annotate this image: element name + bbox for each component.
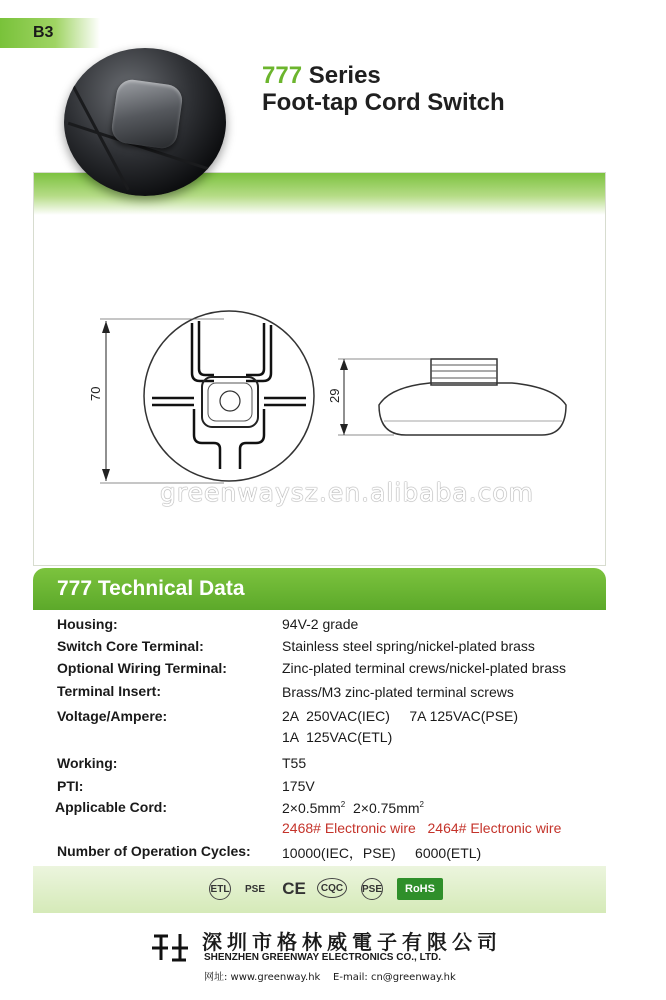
product-photo <box>64 48 226 196</box>
etl-icon: ETL <box>209 878 231 900</box>
dimension-label-height: 29 <box>327 388 342 403</box>
spec-value-cord <box>282 800 424 816</box>
spec-label-operation-cycles: Number of Operation Cycles: <box>57 843 251 859</box>
arrowhead <box>102 469 110 481</box>
spec-label-pti: PTI: <box>57 778 84 794</box>
cord-size-a: 2×0.5mm <box>282 800 341 816</box>
groove-line <box>199 321 214 375</box>
cord-size-a-exponent: 2 <box>340 800 346 809</box>
company-contact: 网址: www.greenway.hk E-mail: cn@greenway.hk <box>204 972 456 983</box>
page-tag-label: B3 <box>33 24 54 41</box>
spec-label-voltage: Voltage/Ampere: <box>57 708 168 724</box>
spec-label-housing: Housing: <box>57 616 118 632</box>
cqc-icon: CQC <box>317 878 347 898</box>
arrowhead <box>340 359 348 370</box>
spec-label-cord: Applicable Cord: <box>55 799 168 815</box>
button-inner-outline <box>208 383 252 421</box>
spec-value-pti: 175V <box>282 778 315 794</box>
groove-line <box>246 323 264 375</box>
spec-value-cord-wires: 2468# Electronic wire 2464# Electronic wire <box>282 820 562 836</box>
ce-mark-icon: CE <box>282 879 306 898</box>
spec-value-voltage-line2: 1A 125VAC(ETL) <box>282 729 393 745</box>
title-model-number: 777 <box>262 62 303 89</box>
title-series <box>262 62 381 90</box>
company-name-en: SHENZHEN GREENWAY ELECTRONICS CO., LTD. <box>204 952 442 963</box>
spec-label-switch-core: Switch Core Terminal: <box>57 638 204 654</box>
spec-label-working: Working: <box>57 755 118 771</box>
groove-line <box>192 323 214 381</box>
spec-label-terminal-insert: Terminal Insert: <box>57 683 161 699</box>
pse-round-icon: PSE <box>361 878 383 900</box>
company-name-cn: 深圳市格林威電子有限公司 <box>202 930 502 954</box>
watermark-text: greenwaysz.en.alibaba.com <box>160 478 534 507</box>
button-outline <box>202 377 258 427</box>
pse-triangle-icon: PSE <box>244 883 265 895</box>
side-view-body <box>379 383 566 435</box>
top-view-outline <box>144 311 314 481</box>
spec-label-optional-wiring: Optional Wiring Terminal: <box>57 660 227 676</box>
spec-value-operation-cycles: 10000(IEC，PSE) 6000(ETL) <box>282 845 482 861</box>
spec-value-voltage: 2A 250VAC(IEC) 7A 125VAC(PSE) <box>282 708 519 724</box>
spec-value-switch-core: Stainless steel spring/nickel-plated brass <box>282 638 535 654</box>
dimension-label-diameter: 70 <box>88 386 103 401</box>
title-series-word: Series <box>308 62 381 89</box>
arrowhead <box>340 424 348 435</box>
photo-switch-button <box>110 78 184 151</box>
rohs-icon: RoHS <box>397 878 443 900</box>
title-product-name: Foot-tap Cord Switch <box>262 89 505 116</box>
side-view-button <box>431 359 497 385</box>
cord-size-b: 2×0.75mm <box>352 800 420 816</box>
groove-line <box>246 325 271 381</box>
page-tag <box>0 18 100 48</box>
company-logo-icon <box>150 930 190 966</box>
spec-value-terminal-insert: Brass/M3 zinc-plated terminal screws <box>282 684 514 700</box>
groove-line <box>194 409 220 469</box>
groove-line <box>240 409 264 469</box>
tech-data-title: 777 Technical Data <box>57 577 245 600</box>
button-center-dot <box>220 391 240 411</box>
spec-value-housing: 94V-2 grade <box>282 616 359 632</box>
spec-value-optional-wiring: Zinc-plated terminal crews/nickel-plated brass <box>282 660 566 676</box>
arrowhead <box>102 321 110 333</box>
tech-data-header <box>33 568 606 610</box>
spec-value-working: T55 <box>282 755 307 771</box>
cord-size-b-exponent: 2 <box>419 800 424 809</box>
certification-band <box>33 866 606 913</box>
